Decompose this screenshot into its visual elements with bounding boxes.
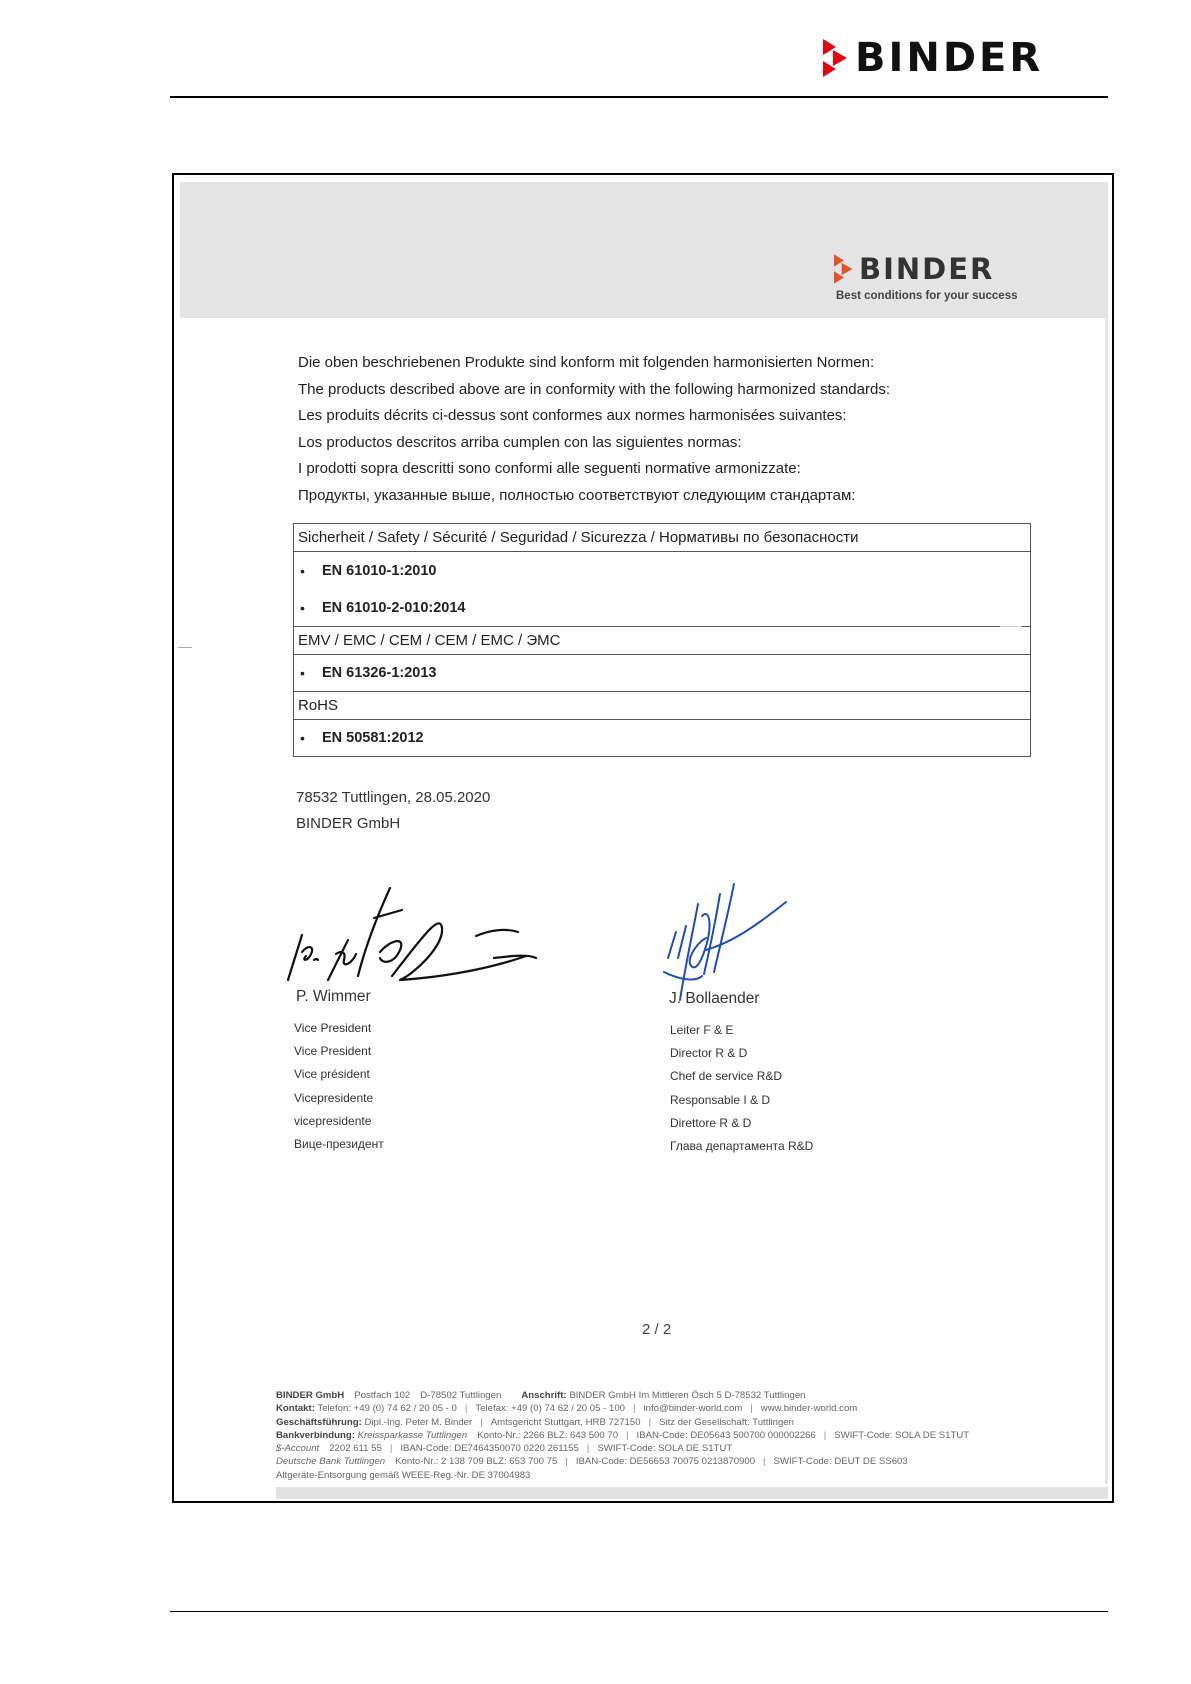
signature-wimmer <box>280 880 550 990</box>
scan-margin-mark <box>1000 626 1022 627</box>
standard-item: • EN 61326-1:2013 <box>300 665 437 681</box>
scan-margin-mark <box>178 647 192 648</box>
page-header-logo <box>823 35 1044 81</box>
signer1-title-fr: Vice président <box>294 1067 370 1082</box>
safety-header: Sicherheit / Safety / Sécurité / Seguridad / Sicurezza / Нормативы по безопасности <box>294 524 1030 552</box>
footer-line-address: BINDER GmbH Postfach 102 D-78502 Tuttlingen Anschrift: BINDER GmbH Im Mittleren Ösch 5 D-78532 Tuttlingen <box>276 1390 806 1401</box>
footer-line-contact: Kontakt: Telefon: +49 (0) 74 62 / 20 05 - 0 | Telefax: +49 (0) 74 62 / 20 05 - 100 | info@binder-world.com | www.binder-world.com <box>276 1403 858 1415</box>
signer1-title-ru: Вице-президент <box>294 1136 384 1151</box>
page-number: 2 / 2 <box>642 1321 672 1338</box>
standard-item: • EN 61010-1:2010 <box>300 562 437 579</box>
signer2-title-fr: Chef de service R&D <box>670 1069 783 1084</box>
binder-logo-mark-icon <box>823 39 849 77</box>
standard-item: • EN 50581:2012 <box>300 730 424 746</box>
standards-table <box>293 523 1031 757</box>
signer1-title-de: Vice President <box>294 1021 372 1035</box>
signer2-titles <box>670 1019 813 1158</box>
standard-code: EN 61010-2-010:2014 <box>322 599 466 616</box>
binder-logo-mark-icon <box>834 254 854 284</box>
signer1-title-es: Vicepresidente <box>294 1090 374 1105</box>
footer-line-weee: Altgeräte-Entsorgung gemäß WEEE-Reg.-Nr. DE 37004983 <box>276 1469 531 1481</box>
signer2-title-es: Responsable I & D <box>670 1092 771 1107</box>
conformity-statement <box>298 350 1018 509</box>
statement-es: Los productos descritos arriba cumplen con las siguientes normas: <box>298 433 742 451</box>
standard-code: EN 50581:2012 <box>322 730 424 746</box>
signer1-name: P. Wimmer <box>296 988 371 1005</box>
signer2-name: J. Bollaender <box>669 990 760 1007</box>
page-header-brand: BINDER <box>855 35 1044 81</box>
rohs-header: RoHS <box>294 692 1030 720</box>
footer-band <box>276 1487 1108 1499</box>
statement-de: Die oben beschriebenen Produkte sind konform mit folgenden harmonisierten Normen: <box>298 354 875 371</box>
statement-it: I prodotti sopra descritti sono conformi alle seguenti normative armonizzate: <box>298 460 801 477</box>
signer2-title-it: Direttore R & D <box>670 1115 752 1130</box>
signer1-title-it: vicepresidente <box>294 1113 372 1128</box>
standard-code: EN 61326-1:2013 <box>322 665 437 681</box>
rohs-section <box>294 720 1030 756</box>
footer-divider <box>170 1611 1108 1612</box>
place-and-date: 78532 Tuttlingen, 28.05.2020 <box>296 789 491 806</box>
standard-item: • EN 61010-2-010:2014 <box>300 599 466 616</box>
footer-line-management: Geschäftsführung: Dipl.-Ing. Peter M. Binder | Amtsgericht Stuttgart, HRB 727150 | Sitz der Gesellschaft: Tuttlingen <box>276 1416 794 1428</box>
signer1-titles <box>294 1017 384 1156</box>
footer-line-bank2: $-Account 2202 611 55 | IBAN-Code: DE7464350070 0220 261155 | SWIFT-Code: SOLA DE S1TUT <box>276 1443 733 1455</box>
standard-code: EN 61010-1:2010 <box>322 562 437 579</box>
signer1-title-en: Vice President <box>294 1044 372 1059</box>
footer-line-bank1: Bankverbindung: Kreissparkasse Tuttlingen Konto-Nr.: 2266 BLZ: 643 500 70 | IBAN-Code: DE05643 500700 000002266 | SWIFT-Code: SOLA DE S1TUT <box>276 1429 970 1441</box>
statement-en: The products described above are in conformity with the following harmonized standards: <box>298 380 890 398</box>
footer-line-bank3: Deutsche Bank Tuttlingen Konto-Nr.: 2 138 709 BLZ: 653 700 75 | IBAN-Code: DE56653 70075 0213870900 | SWIFT-Code: DEUT DE SS603 <box>276 1456 908 1468</box>
letter-footer <box>276 1389 1096 1482</box>
statement-fr: Les produits décrits ci-dessus sont conformes aux normes harmonisées suivantes: <box>298 407 847 424</box>
letterhead-slogan: Best conditions for your success <box>836 290 1018 302</box>
signer2-title-de: Leiter F & E <box>670 1023 734 1037</box>
scan-edge-shadow <box>1105 184 1108 1484</box>
signer2-title-ru: Глава департамента R&D <box>670 1138 814 1153</box>
emc-header: EMV / EMC / CEM / CEM / EMC / ЭМС <box>294 627 1030 655</box>
letterhead-brand: BINDER <box>859 252 995 286</box>
company-name: BINDER GmbH <box>296 815 401 832</box>
signer2-title-en: Director R & D <box>670 1046 748 1061</box>
emc-section <box>294 655 1030 692</box>
statement-ru: Продукты, указанные выше, полностью соответствуют следующим стандартам: <box>298 486 856 504</box>
safety-section <box>294 552 1030 627</box>
header-divider <box>170 96 1108 98</box>
letterhead-logo <box>834 254 994 284</box>
